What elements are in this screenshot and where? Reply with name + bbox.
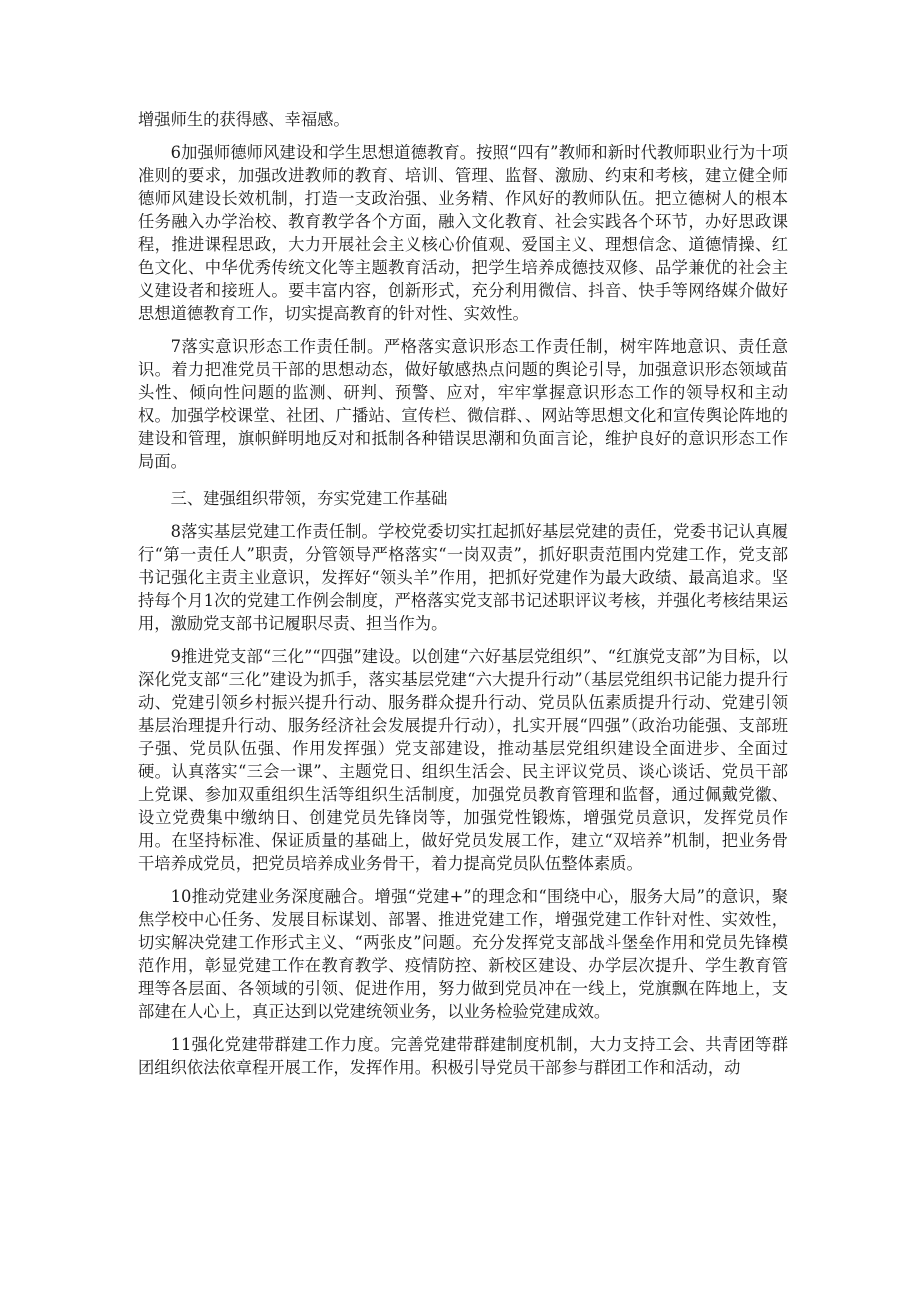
paragraph-9-branch-construction: 9推进党支部“三化”“四强”建设。以创建“六好基层党组织”、“红旗党支部”为目标，以深化党支部“三化”建设为抓手，落实基层党建“六大提升行动”（基层党组织书记能力提升行动、党建引领乡村振兴提升行动、服务群众提升行动、党员队伍素质提升行动、党建引领基层治理提升行动、服务经济社会发展提升行动），扎实开展“四强”（政治功能强、支部班子强、党员队伍强、作用发挥强）党支部建设，推动基层党组织建设全面进步、全面过硬。认真落实“三会一课”、主题党日、组织生活会、民主评议党员、谈心谈话、党员干部上党课、参加双重组织生活等组织生活制度，加强党员教育管理和监督，通过佩戴党徽、设立党费集中缴纳日、创建党员先锋岗等，加强党性锻炼，增强党员意识，发挥党员作用。在坚持标准、保证质量的基础上，做好党员发展工作，建立“双培养”机制，把业务骨干培养成党员，把党员培养成业务骨干，着力提高党员队伍整体素质。: [138, 647, 788, 873]
paragraph-10-integration: 10推动党建业务深度融合。增强“党建+”的理念和“围绕中心，服务大局”的意识，聚焦学校中心任务、发展目标谋划、部署、推进党建工作，增强党建工作针对性、实效性，切实解决党建工作形式主义、“两张皮”问题。充分发挥党支部战斗堡垒作用和党员先锋模范作用，彰显党建工作在教育教学、疫情防控、新校区建设、办学层次提升、学生教育管理等各层面、各领域的引领、促进作用，努力做到党员冲在一线上，党旗飘在阵地上，支部建在人心上，真正达到以党建统领业务，以业务检验党建成效。: [138, 887, 788, 1021]
paragraph-6-teacher-ethics: 6加强师德师风建设和学生思想道德教育。按照“四有”教师和新时代教师职业行为十项准则的要求，加强改进教师的教育、培训、管理、监督、激励、约束和考核，建立健全师德师风建设长效机制，打造一支政治强、业务精、作风好的教师队伍。把立德树人的根本任务融入办学治校、教育教学各个方面，融入文化教育、社会实践各个环节，办好思政课程，推进课程思政，大力开展社会主义核心价值观、爱国主义、理想信念、道德情操、红色文化、中华优秀传统文化等主题教育活动，把学生培养成德技双修、品学兼优的社会主义建设者和接班人。要丰富内容，创新形式，充分利用微信、抖音、快手等网络媒介做好思想道德教育工作，切实提高教育的针对性、实效性。: [138, 143, 788, 323]
paragraph-7-ideology-responsibility: 7落实意识形态工作责任制。严格落实意识形态工作责任制，树牢阵地意识、责任意识。着力把准党员干部的思想动态，做好敏感热点问题的舆论引导，加强意识形态领域苗头性、倾向性问题的监测、研判、预警、应对，牢牢掌握意识形态工作的领导权和主动权。加强学校课堂、社团、广播站、宣传栏、微信群、、网站等思想文化和宣传舆论阵地的建设和管理，旗帜鲜明地反对和抵制各种错误思潮和负面言论，维护良好的意识形态工作局面。: [138, 337, 788, 471]
paragraph-continuation: 增强师生的获得感、幸福感。: [138, 110, 350, 129]
document-page: [138, 108, 788, 1079]
paragraph-11-mass-organizations: 11强化党建带群建工作力度。完善党建带群建制度机制，大力支持工会、共青团等群团组织依法依章程开展工作，发挥作用。积极引导党员干部参与群团工作和活动，动: [138, 1035, 788, 1077]
section-heading-3: 三、建强组织带领，夯实党建工作基础: [170, 489, 448, 508]
paragraph-8-party-building-responsibility: 8落实基层党建工作责任制。学校党委切实扛起抓好基层党建的责任，党委书记认真履行“第一责任人”职责，分管领导严格落实“一岗双责”，抓好职责范围内党建工作，党支部书记强化主责主业意识，发挥好“领头羊”作用，把抓好党建作为最大政绩、最高追求。坚持每个月1次的党建工作例会制度，严格落实党支部书记述职评议考核，并强化考核结果运用，激励党支部书记履职尽责、担当作为。: [138, 522, 788, 633]
